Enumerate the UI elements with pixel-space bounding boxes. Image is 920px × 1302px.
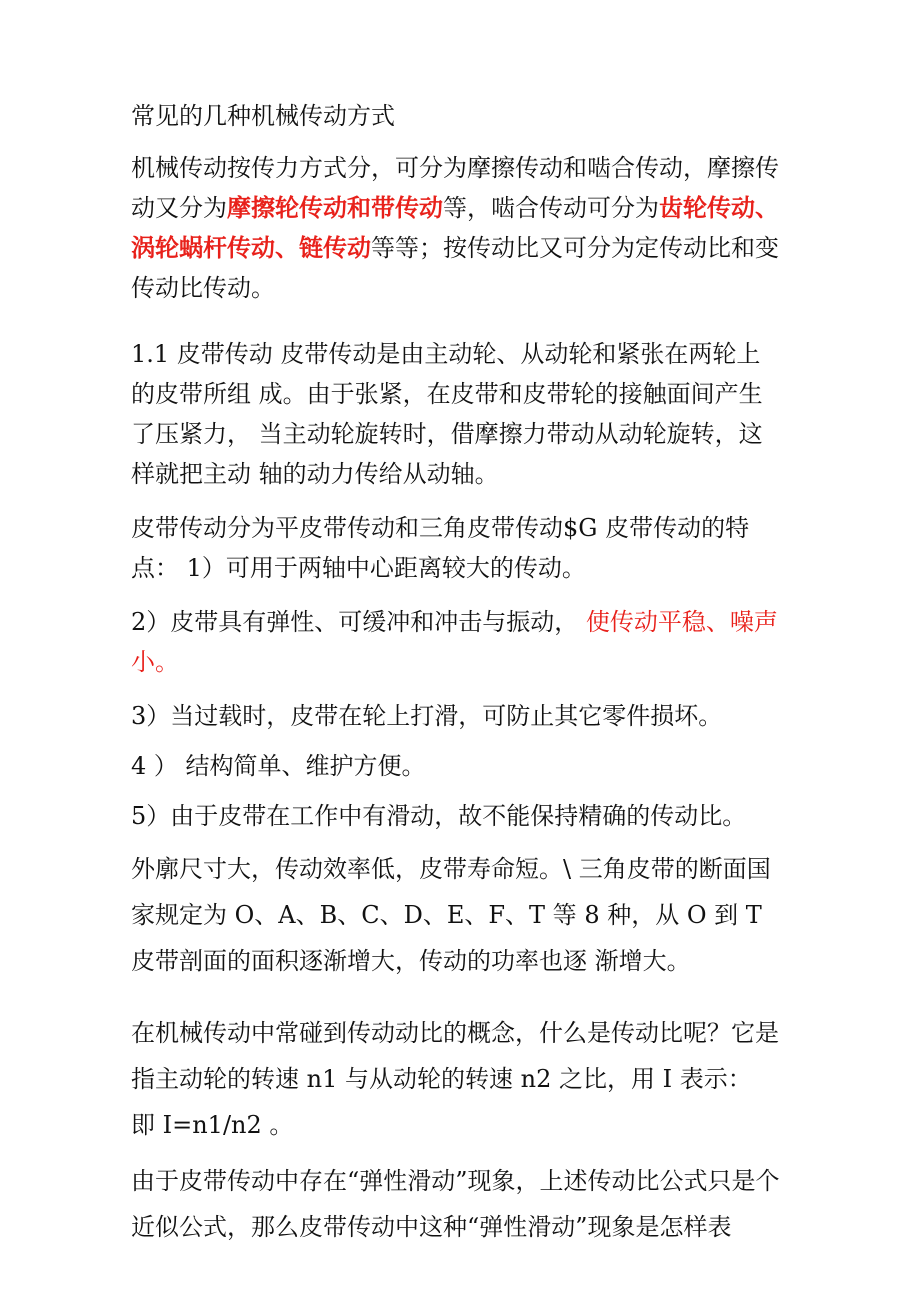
intro-text-1: 机械传动按传力方式分，可分为摩擦传动和啮合传动，摩擦传动又分为 (131, 154, 779, 222)
elastic-sliding-paragraph: 由于皮带传动中存在“弹性滑动”现象，上述传动比公式只是个近似公式，那么皮带传动中这种“弹性滑动”现象是怎样表 (131, 1167, 780, 1241)
intro-highlight-1: 摩擦轮传动和带传动 (227, 193, 443, 222)
transmission-ratio-paragraph: 在机械传动中常碰到传动动比的概念，什么是传动比呢？它是指主动轮的转速 n1 与从动轮的转速 n2 之比，用 I 表示： 即 I=n1/n2 。 (131, 1019, 779, 1139)
feature-5-paragraph: 5）由于皮带在工作中有滑动，故不能保持精确的传动比。 (131, 802, 747, 830)
document-page (131, 96, 781, 1250)
feature-2-paragraph (131, 602, 781, 682)
intro-paragraph (131, 148, 781, 308)
intro-text-2: 等，啮合传动可分为 (443, 194, 659, 222)
feature-4-paragraph: 4 ） 结构简单、维护方便。 (131, 752, 426, 780)
belt-types-paragraph: 皮带传动分为平皮带传动和三角皮带传动$G 皮带传动的特点： 1）可用于两轴中心距离较大的传动。 (131, 514, 750, 582)
v-belt-paragraph: 外廓尺寸大，传动效率低，皮带寿命短。\ 三角皮带的断面国家规定为 O、A、B、C、D、E、F、T 等 8 种，从 O 到 T 皮带剖面的面积逐渐增大，传动的功率也逐 渐增大。 (131, 855, 771, 975)
feature-2-highlight: 使传动平稳、噪声小。 (131, 608, 778, 676)
section-1-1-paragraph: 1.1 皮带传动 皮带传动是由主动轮、从动轮和紧张在两轮上的皮带所组 成。由于张紧，在皮带和皮带轮的接触面间产生了压紧力， 当主动轮旋转时，借摩擦力带动从动轮旋转，这样就把主动 轴的动力传给从动轴。 (131, 340, 763, 488)
document-title: 常见的几种机械传动方式 (131, 102, 395, 130)
feature-3-paragraph: 3）当过载时，皮带在轮上打滑，可防止其它零件损坏。 (131, 702, 723, 730)
intro-highlight-2: 齿轮传动、涡轮蜗杆传动、链传动 (131, 193, 779, 262)
intro-text-3: 等等；按传动比又可分为定传动比和变传动比传动。 (131, 234, 779, 302)
feature-2-text: 2）皮带具有弹性、可缓冲和冲击与振动， (131, 608, 586, 636)
